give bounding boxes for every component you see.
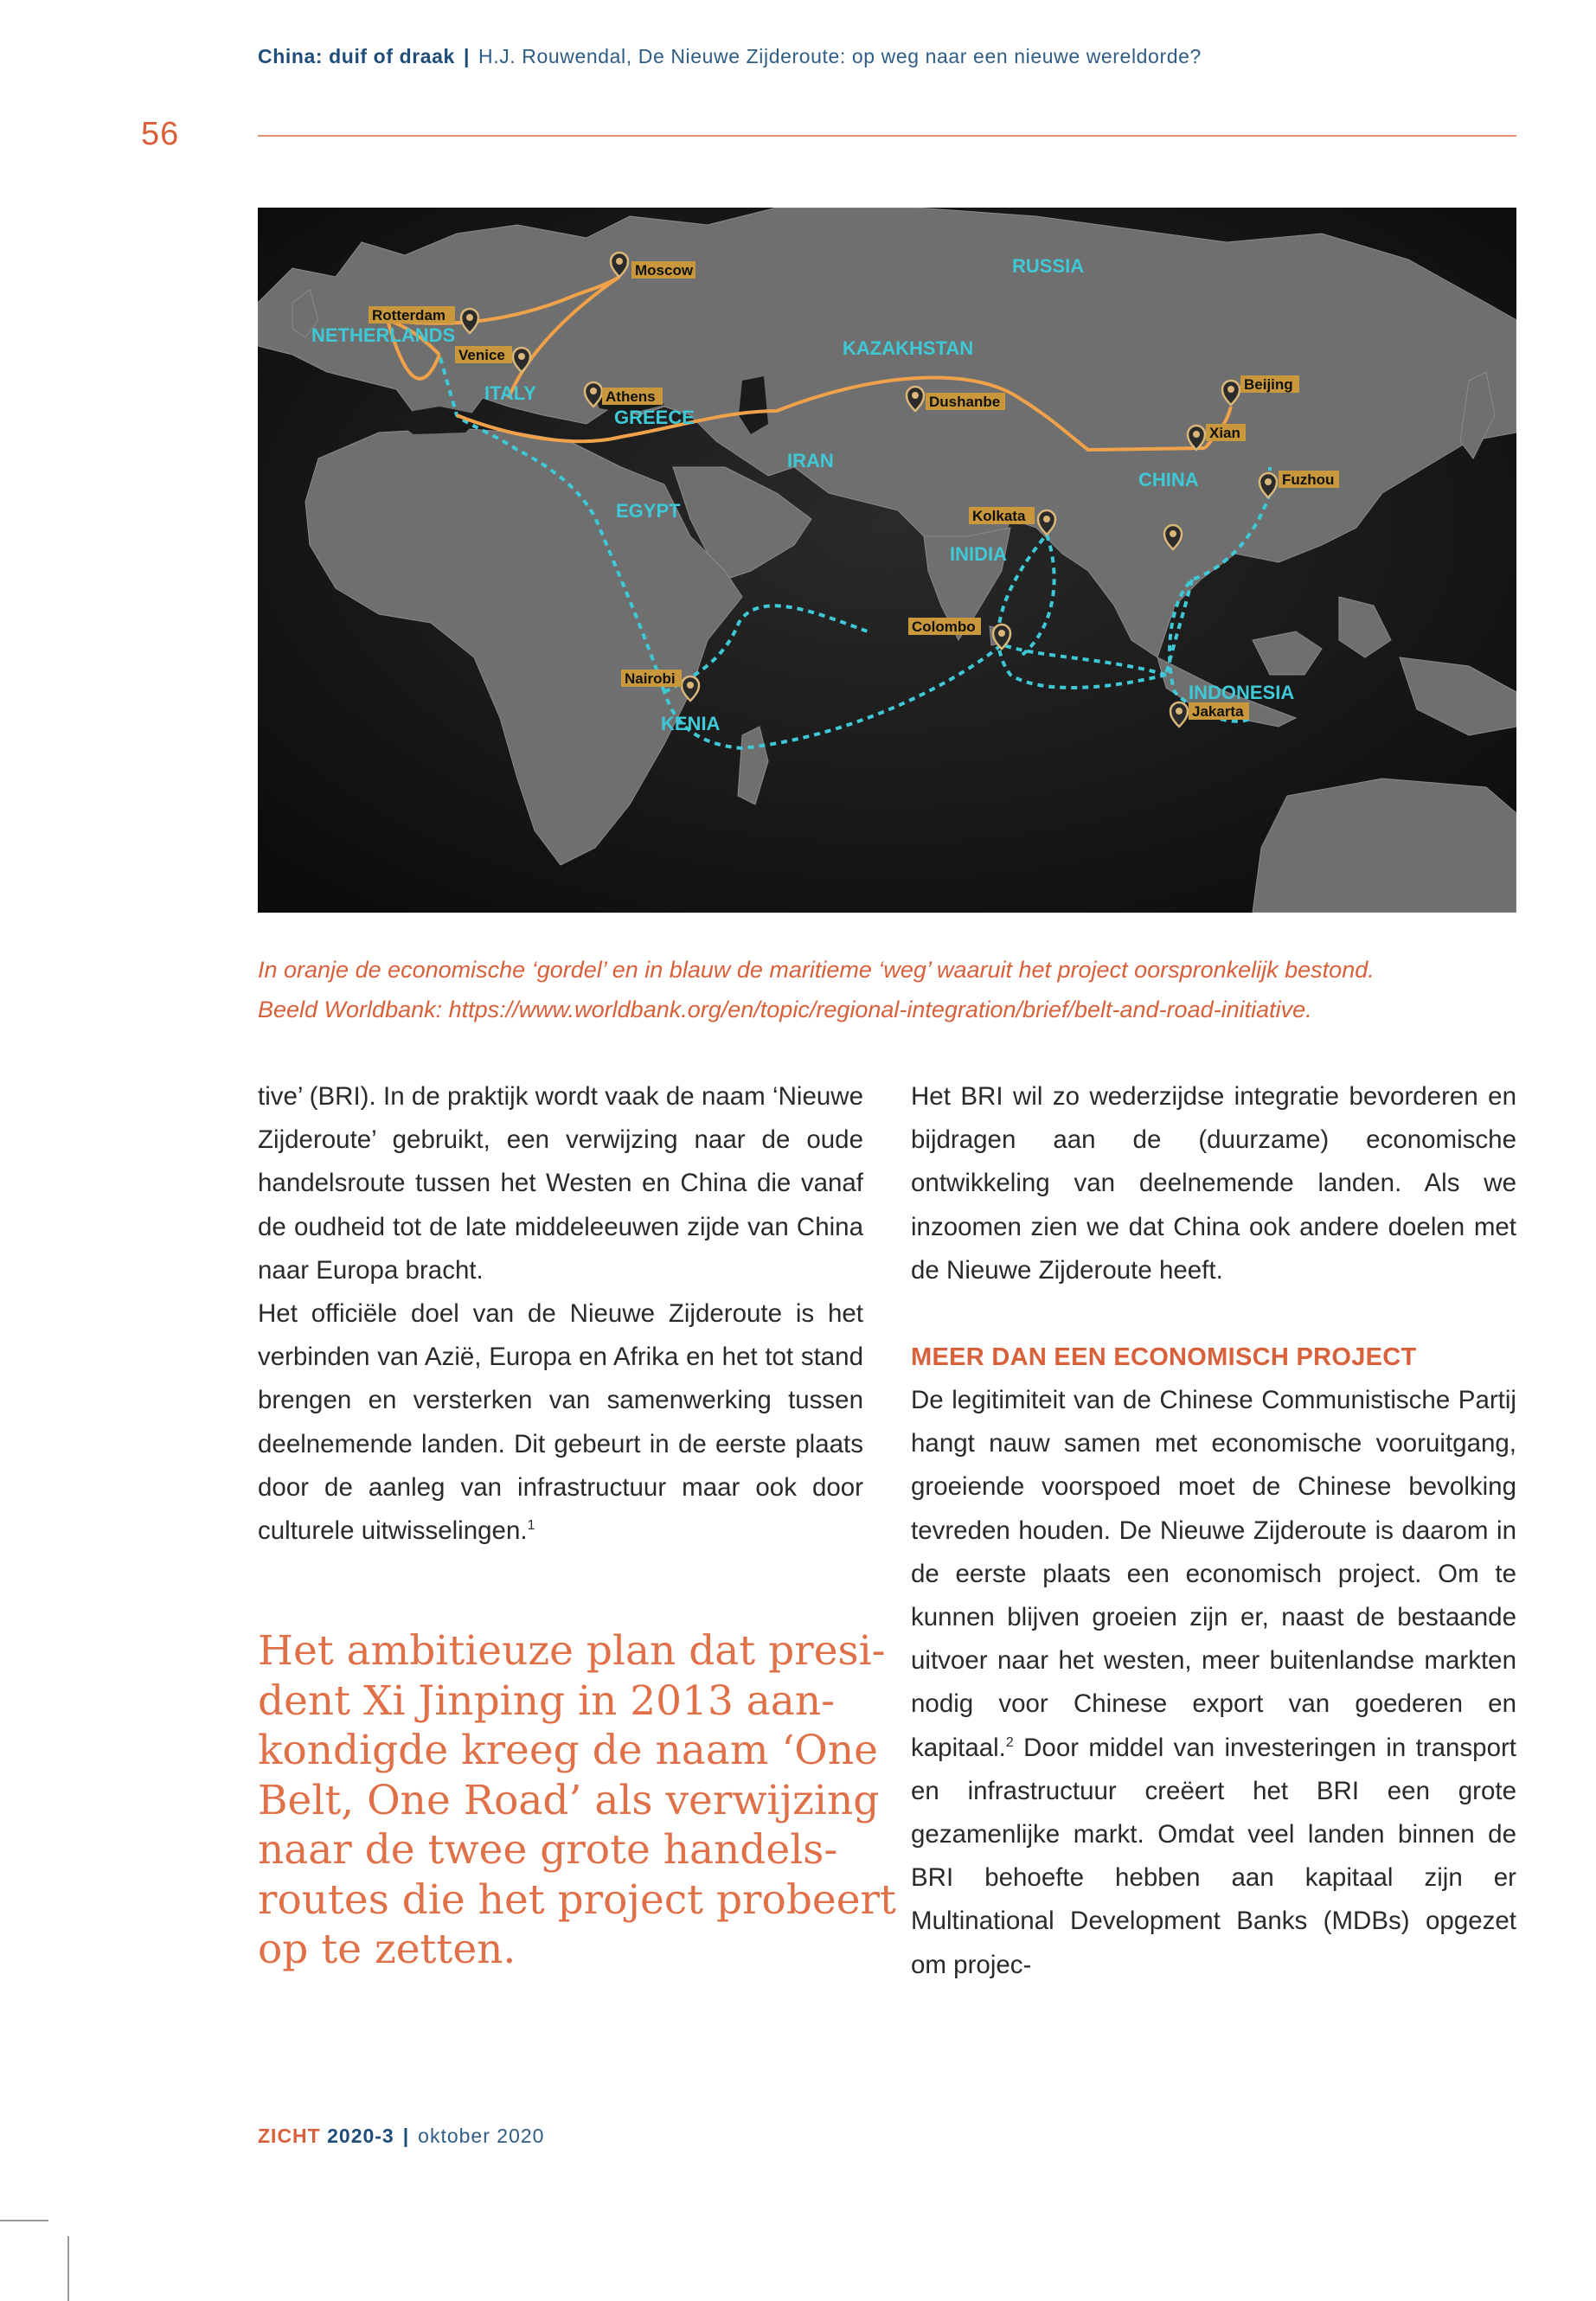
running-footer [258, 2125, 544, 2148]
right-paragraph-2a: De legitimiteit van de Chinese Communistische Partij hangt nauw samen met economische vooruitgang, groeiende voorspoed moet de Chinese bevolking tevreden houden. De Nieuwe Zijderoute is daarom in de eerste plaats een economisch project. Om te kunnen blijven groeien zijn er, naast de bestaande uitvoer naar het westen, meer buitenlandse markten nodig voor Chinese export van goederen en kapitaal. [911, 1386, 1516, 1762]
rotterdam-label: Rotterdam [372, 307, 446, 324]
footnote-ref-2: 2 [1005, 1734, 1014, 1750]
article-title: H.J. Rouwendal, De Nieuwe Zijderoute: op weg naar een nieuwe wereldorde? [478, 45, 1202, 67]
venice-label: Venice [458, 347, 505, 363]
russia-label: RUSSIA [1012, 255, 1085, 277]
footer-brand: ZICHT [258, 2125, 321, 2147]
left-column [258, 1075, 863, 1553]
pullquote-line: Het ambitieuze plan dat presi- [258, 1627, 886, 1675]
athens-label: Athens [606, 388, 656, 405]
kenia-label: KENIA [661, 713, 721, 734]
dushanbe-label: Dushanbe [929, 394, 1001, 410]
indonesia-label: INDONESIA [1189, 682, 1295, 703]
moscow-label: Moscow [635, 262, 694, 279]
crop-mark-vertical [67, 2236, 69, 2301]
pullquote-line: op te zetten. [258, 1926, 516, 1973]
netherlands-label: NETHERLANDS [311, 324, 456, 346]
map-caption [258, 950, 1529, 1029]
india-label: INIDIA [950, 543, 1007, 565]
nairobi-label: Nairobi [625, 670, 676, 687]
page-number: 56 [141, 116, 180, 152]
route-map [258, 208, 1516, 913]
egypt-label: EGYPT [616, 500, 681, 522]
footnote-ref-1: 1 [527, 1518, 535, 1534]
left-paragraph-2 [258, 1292, 863, 1553]
right-paragraph-1: Het BRI wil zo wederzijdse integratie bevorderen en bijdragen aan de (duurzame) economische ontwikkeling van deelnemende landen. Als we inzoomen zien we dat China ook andere doelen met de Nieuwe Zijderoute heeft. [911, 1082, 1516, 1285]
right-column [911, 1075, 1516, 1987]
right-paragraph-2b: Door middel van investeringen in transport en infrastructuur creëert het BRI een grote gezamenlijke markt. Omdat veel landen binnen de BRI behoefte hebben aan kapitaal zijn er Multinational Development Banks (MDBs) opgezet om projec- [911, 1733, 1516, 1979]
left-paragraph-2-text: Het officiële doel van de Nieuwe Zijderoute is het verbinden van Azië, Europa en Afrika en het tot stand brengen en versterken van samenwerking tussen deelnemende landen. Dit gebeurt in de eerste plaats door de aanleg van infrastructuur maar ook door culturele uitwisselingen. [258, 1299, 863, 1546]
left-paragraph-1: tive’ (BRI). In de praktijk wordt vaak de naam ‘Nieuwe Zijderoute’ gebruikt, een verwijzing naar de oude handelsroute tussen het Westen en China die vanaf de oudheid tot de late middeleeuwen zijde van China naar Europa bracht. [258, 1082, 863, 1285]
kolkata-label: Kolkata [972, 508, 1026, 524]
pullquote-line: kondigde kreeg de naam ‘One [258, 1727, 878, 1774]
footer-separator: | [402, 2125, 410, 2147]
pullquote-line: Belt, One Road’ als verwijzing [258, 1776, 880, 1824]
beijing-label: Beijing [1244, 376, 1293, 393]
colombo-label: Colombo [912, 619, 976, 635]
pull-quote [258, 1626, 896, 1975]
right-paragraph-2 [911, 1379, 1516, 1987]
pullquote-line: dent Xi Jinping in 2013 aan- [258, 1676, 835, 1725]
footer-date: oktober 2020 [418, 2125, 545, 2147]
header-rule [258, 135, 1516, 137]
kazakhstan-label: KAZAKHSTAN [843, 337, 974, 359]
greece-label: GREECE [614, 407, 695, 428]
caption-line-2: Beeld Worldbank: https://www.worldbank.org/en/topic/regional-integration/brief/belt-and-road-initiative. [258, 997, 1312, 1022]
xian-label: Xian [1209, 425, 1240, 441]
crop-mark-horizontal [0, 2220, 48, 2221]
china-label: CHINA [1138, 469, 1199, 490]
running-header [258, 45, 1202, 68]
magazine-title: China: duif of draak [258, 45, 455, 67]
caption-line-1: In oranje de economische ‘gordel’ en in blauw de maritieme ‘weg’ waaruit het project oorspronkelijk bestond. [258, 957, 1375, 983]
footer-issue: 2020-3 [327, 2125, 394, 2147]
section-heading: MEER DAN EEN ECONOMISCH PROJECT [911, 1343, 1417, 1372]
iran-label: IRAN [787, 450, 834, 471]
route-map-svg [258, 208, 1516, 913]
header-separator: | [463, 45, 470, 67]
jakarta-label: Jakarta [1192, 703, 1244, 720]
pullquote-line: routes die het project probeert [258, 1875, 896, 1924]
italy-label: ITALY [484, 382, 536, 404]
pullquote-line: naar de twee grote handels- [258, 1826, 838, 1874]
fuzhou-label: Fuzhou [1282, 471, 1335, 488]
